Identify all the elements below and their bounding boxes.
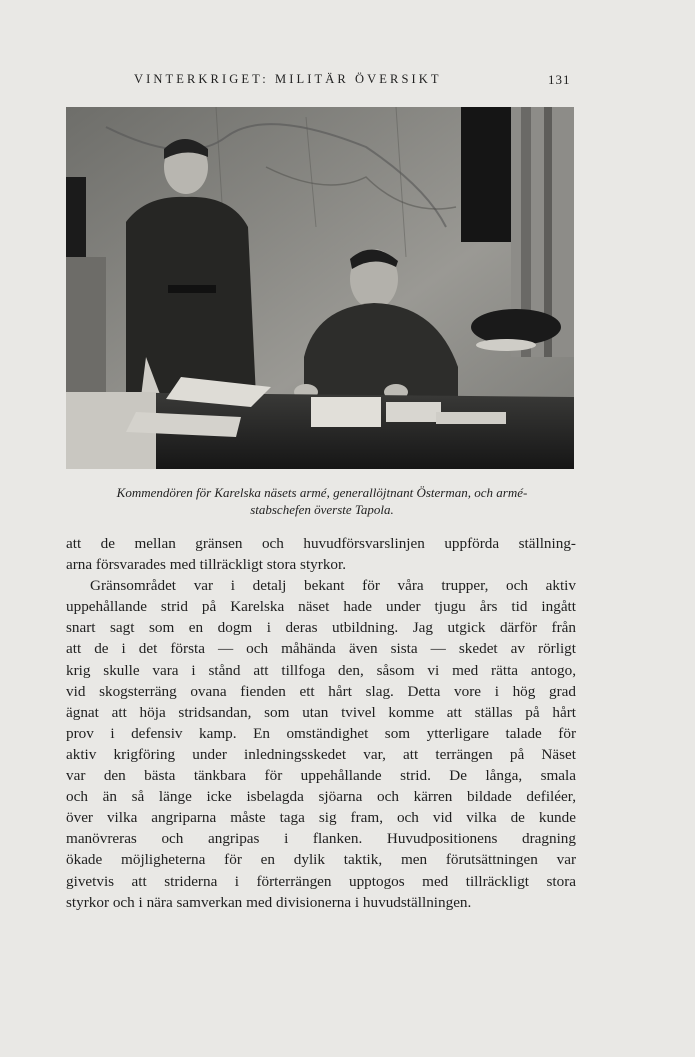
text-line: givetvis att striderna i förterrängen upptogos med tillräckligt stora bbox=[66, 872, 576, 890]
text-line: styrkor och i nära samverkan med divisionerna i huvudställningen. bbox=[66, 893, 472, 911]
text-line: snart sagt som en dogm i deras utbildning. Jag utgick därför från bbox=[66, 619, 576, 637]
text-line: manövreras och angripas i flanken. Huvudpositionens dragning bbox=[66, 830, 576, 848]
text-line: aktiv krigföring under inledningsskedet var, att terrängen på Näset bbox=[66, 745, 576, 763]
text-line: att de mellan gränsen och huvudförsvarslinjen uppförda ställning- bbox=[66, 535, 576, 552]
text-line: var den bästa tänkbara för uppehållande strid. De långa, smala bbox=[66, 767, 576, 785]
page-number: 131 bbox=[548, 72, 571, 87]
caption-line-1: Kommendören för Karelska näsets armé, generallöjtnant Österman, och armé- bbox=[116, 485, 528, 500]
text-line: ägnat att höja stridsandan, som utan tvivel komme att ställas på hårt bbox=[66, 703, 576, 721]
dark-window bbox=[461, 107, 511, 242]
running-head bbox=[0, 72, 695, 92]
text-line: arna försvarades med tillräckligt stora styrkor. bbox=[66, 556, 347, 574]
text-line: att de i det första — och måhända även sista — skedet av rörligt bbox=[66, 640, 576, 658]
text-line: och än så länge icke isbelagda sjöarna och kärren bildade defiléer, bbox=[66, 788, 576, 806]
body-text bbox=[66, 533, 576, 913]
caption-line-2: stabschefen överste Tapola. bbox=[250, 502, 394, 517]
text-line: krig skulle vara i stånd att tillfoga den, såsom vi med rätta antogo, bbox=[66, 661, 576, 679]
text-line: ökade möjligheterna för en dylik taktik, men förutsättningen var bbox=[66, 851, 576, 869]
figure-caption bbox=[66, 484, 578, 518]
photograph bbox=[66, 107, 574, 469]
text-line: vid skogsterräng ovana fienden ett hårt slag. Detta vore i hög grad bbox=[66, 682, 576, 700]
text-line: uppehållande strid på Karelska näset hade under tjugu års tid ingått bbox=[66, 598, 576, 616]
text-line: över vilka angriparna måste taga sig fram, och vid vilka de kunde bbox=[66, 809, 576, 827]
photo-illustration bbox=[66, 107, 574, 469]
running-title: VINTERKRIGET: MILITÄR ÖVERSIKT bbox=[134, 72, 442, 86]
text-line: Gränsområdet var i detalj bekant för våra trupper, och aktiv bbox=[90, 577, 576, 595]
text-line: prov i defensiv kamp. En omständighet som ytterligare talade för bbox=[66, 724, 576, 742]
